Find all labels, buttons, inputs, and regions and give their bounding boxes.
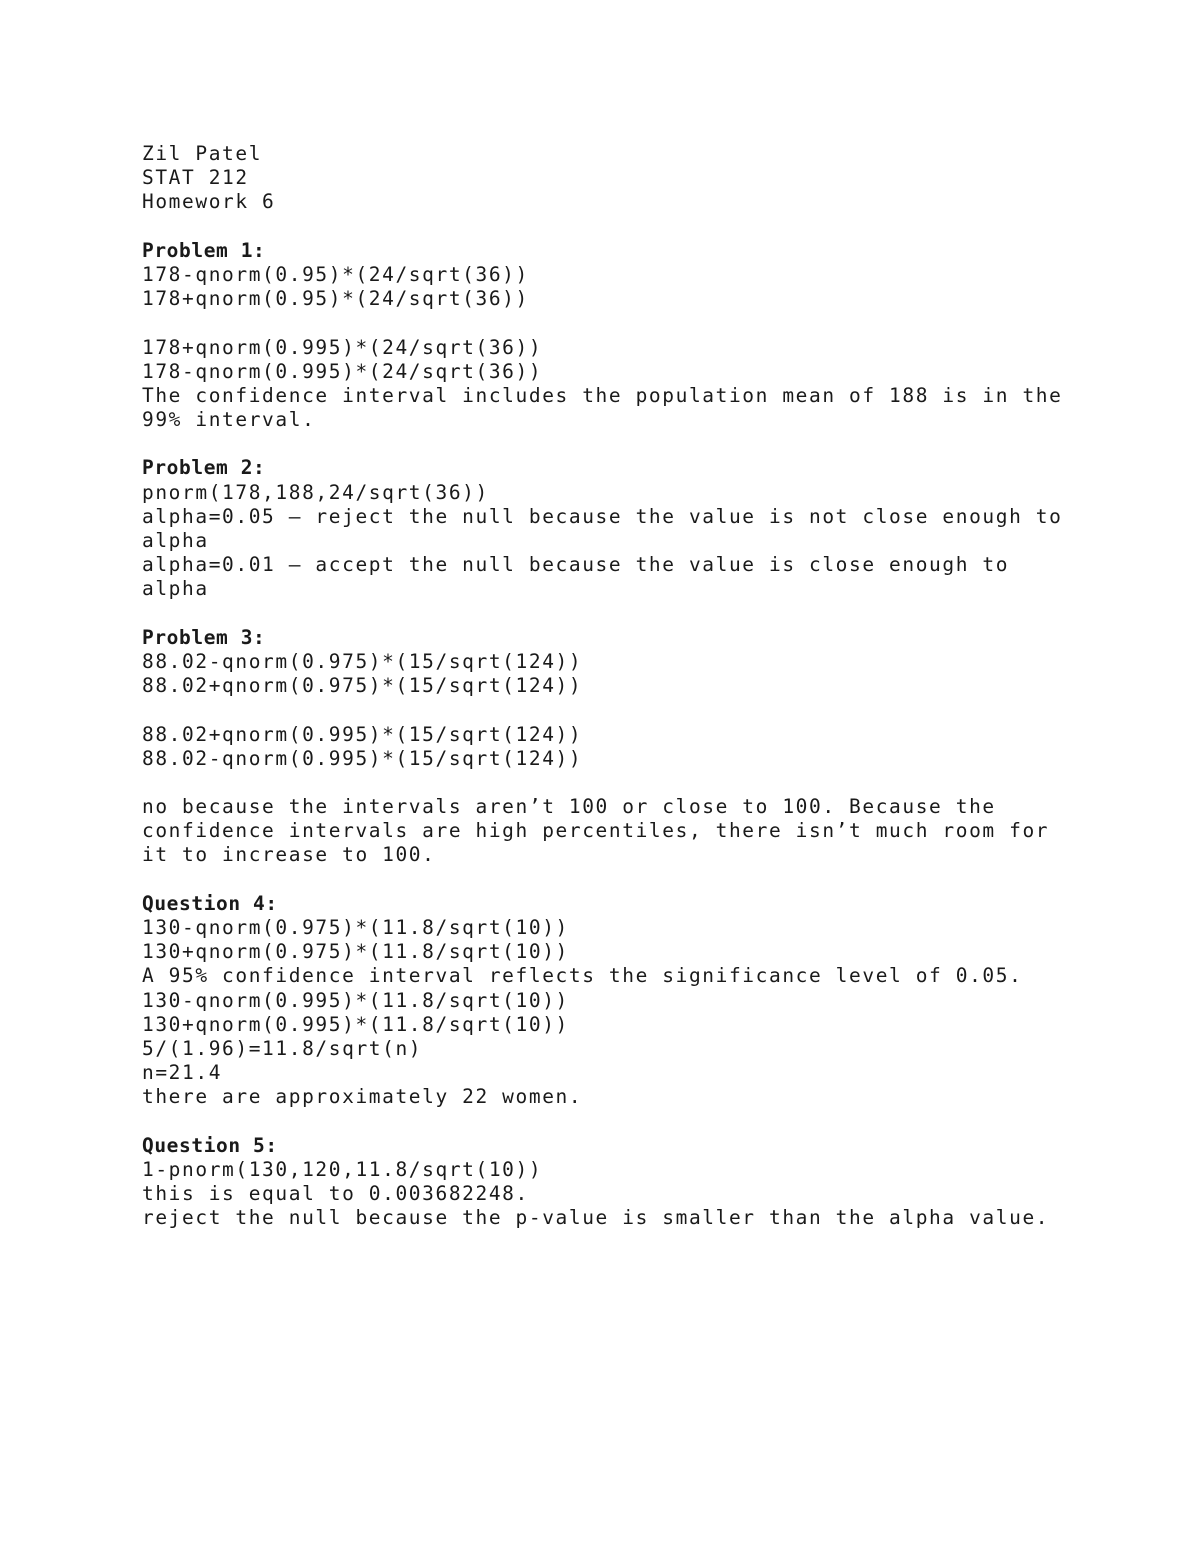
- spacer: [142, 868, 1142, 892]
- section-5: [142, 1134, 1142, 1231]
- spacer: [142, 602, 1142, 626]
- text-line: 88.02-qnorm(0.995)*(15/sqrt(124)): [142, 746, 583, 770]
- text-line: 178+qnorm(0.995)*(24/sqrt(36)): [142, 335, 543, 359]
- text-line: 130+qnorm(0.975)*(11.8/sqrt(10)): [142, 940, 569, 964]
- section-heading: Question 4:: [142, 891, 278, 915]
- section-heading: Question 5:: [142, 1133, 278, 1157]
- spacer: [142, 698, 1142, 722]
- text-line: this is equal to 0.003682248.: [142, 1182, 529, 1206]
- text-line: 178-qnorm(0.995)*(24/sqrt(36)): [142, 359, 543, 383]
- section-heading: Problem 3:: [142, 625, 266, 649]
- section-2: [142, 456, 1142, 625]
- section-4: [142, 892, 1142, 1134]
- section-3: [142, 626, 1142, 892]
- text-line: 130+qnorm(0.995)*(11.8/sqrt(10)): [142, 1012, 569, 1036]
- text-line: 178+qnorm(0.95)*(24/sqrt(36)): [142, 287, 529, 311]
- text-line: there are approximately 22 women.: [142, 1085, 583, 1109]
- text-line: 178-qnorm(0.95)*(24/sqrt(36)): [142, 262, 529, 286]
- author-name: Zil Patel: [142, 142, 263, 165]
- text-line: 130-qnorm(0.975)*(11.8/sqrt(10)): [142, 916, 569, 939]
- text-line: The confidence interval includes the population mean of 188 is in the: [142, 383, 1063, 407]
- text-line: alpha=0.05 – reject the null because the value is not close enough to: [142, 504, 1063, 528]
- section-1: [142, 239, 1142, 457]
- document-page: [142, 142, 1142, 1230]
- text-line: alpha: [142, 577, 209, 601]
- text-line: no because the intervals aren’t 100 or close to 100. Because the: [142, 795, 996, 819]
- sections-container: [142, 239, 1142, 1231]
- text-line: pnorm(178,188,24/sqrt(36)): [142, 480, 489, 504]
- text-line: 88.02+qnorm(0.995)*(15/sqrt(124)): [142, 722, 583, 746]
- text-line: alpha=0.01 – accept the null because the value is close enough to: [142, 553, 1010, 577]
- spacer: [142, 1110, 1142, 1134]
- section-heading: Problem 1:: [142, 238, 266, 262]
- text-line: n=21.4: [142, 1061, 223, 1085]
- assignment-title: Homework 6: [142, 190, 276, 214]
- spacer: [142, 215, 1142, 239]
- text-line: 1-pnorm(130,120,11.8/sqrt(10)): [142, 1157, 543, 1181]
- text-line: 130-qnorm(0.995)*(11.8/sqrt(10)): [142, 988, 569, 1012]
- text-line: reject the null because the p-value is smaller than the alpha value.: [142, 1206, 1050, 1230]
- text-line: 88.02+qnorm(0.975)*(15/sqrt(124)): [142, 674, 583, 698]
- text-line: 5/(1.96)=11.8/sqrt(n): [142, 1036, 423, 1060]
- spacer: [142, 432, 1142, 456]
- text-line: A 95% confidence interval reflects the significance level of 0.05.: [142, 964, 1023, 988]
- text-line: 99% interval.: [142, 408, 316, 432]
- text-line: 88.02-qnorm(0.975)*(15/sqrt(124)): [142, 649, 583, 673]
- spacer: [142, 771, 1142, 795]
- section-heading: Problem 2:: [142, 456, 266, 480]
- course-code: STAT 212: [142, 166, 249, 190]
- spacer: [142, 311, 1142, 335]
- text-line: alpha: [142, 529, 209, 552]
- text-line: confidence intervals are high percentiles, there isn’t much room for: [142, 819, 1050, 843]
- text-line: it to increase to 100.: [142, 843, 436, 867]
